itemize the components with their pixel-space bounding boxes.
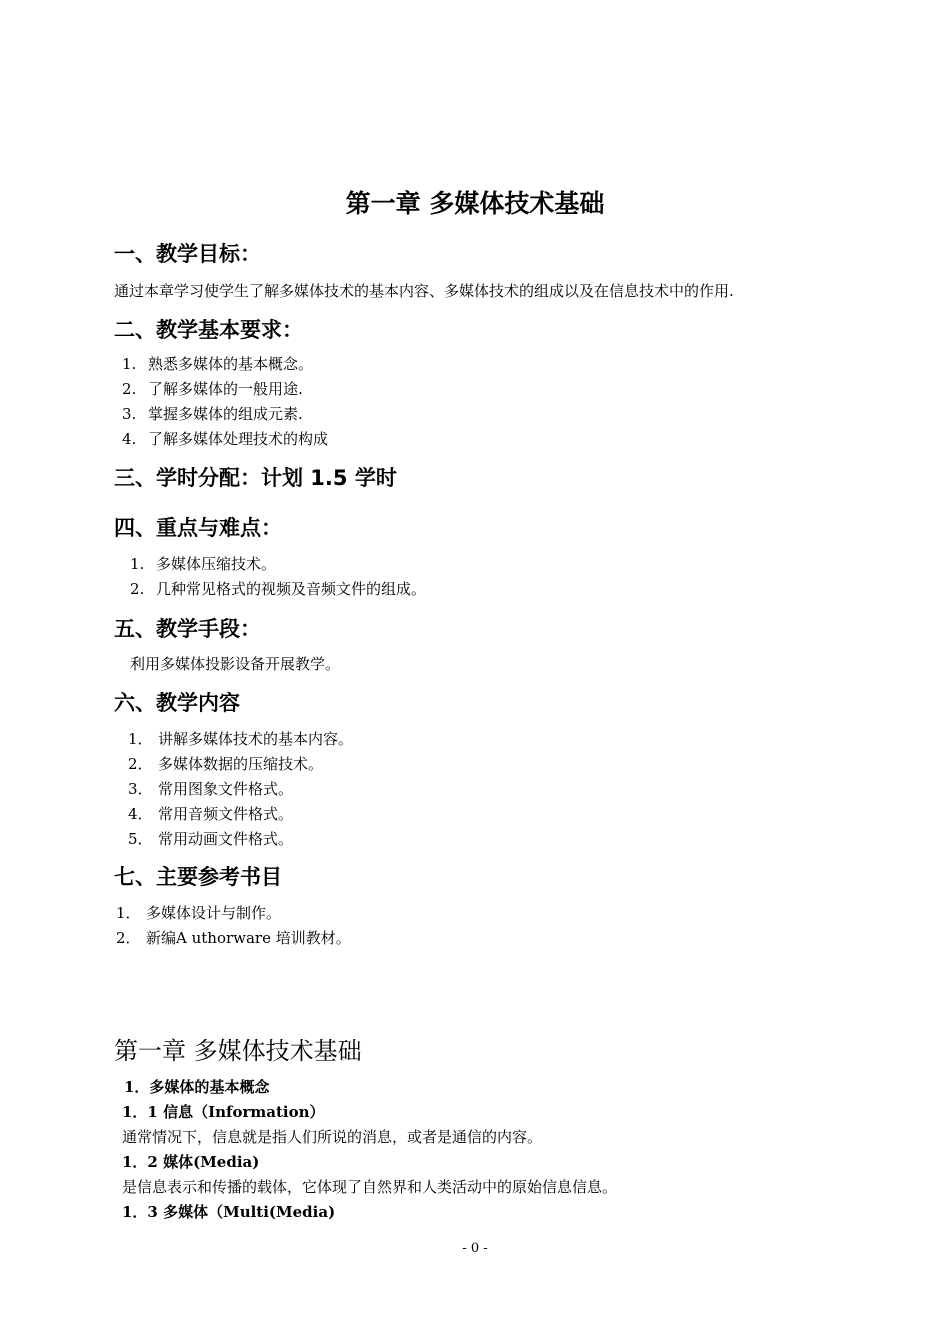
list-item: 4. 了解多媒体处理技术的构成 [122, 430, 329, 448]
subsection-heading: 1．多媒体的基本概念 [124, 1078, 270, 1096]
list-item: 1． 讲解多媒体技术的基本内容。 [128, 730, 354, 748]
section-heading-content: 六、教学内容 [114, 691, 240, 715]
list-item: 3． 常用图象文件格式。 [128, 780, 294, 798]
objectives-text: 通过本章学习使学生了解多媒体技术的基本内容、多媒体技术的组成以及在信息技术中的作用. [114, 282, 734, 300]
section-heading-keypoints: 四、重点与难点： [114, 516, 282, 540]
list-item: 1． 多媒体设计与制作。 [116, 904, 282, 922]
list-item: 2． 新编A uthorware 培训教材。 [116, 929, 351, 947]
subsection-heading: 1．1 信息（Information） [122, 1103, 325, 1121]
list-item: 2. 了解多媒体的一般用途. [122, 380, 303, 398]
chapter-heading: 第一章 多媒体技术基础 [114, 1037, 362, 1065]
list-item: 5． 常用动画文件格式。 [128, 830, 294, 848]
list-item: 4． 常用音频文件格式。 [128, 805, 294, 823]
page-title: 第一章 多媒体技术基础 [345, 189, 605, 218]
section-heading-requirements: 二、教学基本要求： [114, 318, 303, 342]
list-item: 3. 掌握多媒体的组成元素. [122, 405, 303, 423]
methods-text: 利用多媒体投影设备开展教学。 [130, 655, 341, 673]
list-item: 2． 多媒体数据的压缩技术。 [128, 755, 324, 773]
paragraph: 通常情况下，信息就是指人们所说的消息，或者是通信的内容。 [122, 1128, 543, 1146]
section-heading-references: 七、主要参考书目 [114, 865, 282, 889]
section-heading-methods: 五、教学手段： [114, 617, 261, 641]
subsection-heading: 1．2 媒体(Media) [122, 1153, 260, 1171]
list-item: 2. 几种常见格式的视频及音频文件的组成。 [130, 580, 427, 598]
list-item: 1. 熟悉多媒体的基本概念。 [122, 355, 314, 373]
subsection-heading: 1．3 多媒体（Multi(Media) [122, 1203, 336, 1221]
section-heading-objectives: 一、教学目标： [114, 242, 261, 266]
paragraph: 是信息表示和传播的载体，它体现了自然界和人类活动中的原始信息信息。 [122, 1178, 618, 1196]
list-item: 1. 多媒体压缩技术。 [130, 555, 277, 573]
section-heading-hours: 三、学时分配：计划 1.5 学时 [114, 466, 397, 490]
page-number: - 0 - [462, 1241, 488, 1256]
